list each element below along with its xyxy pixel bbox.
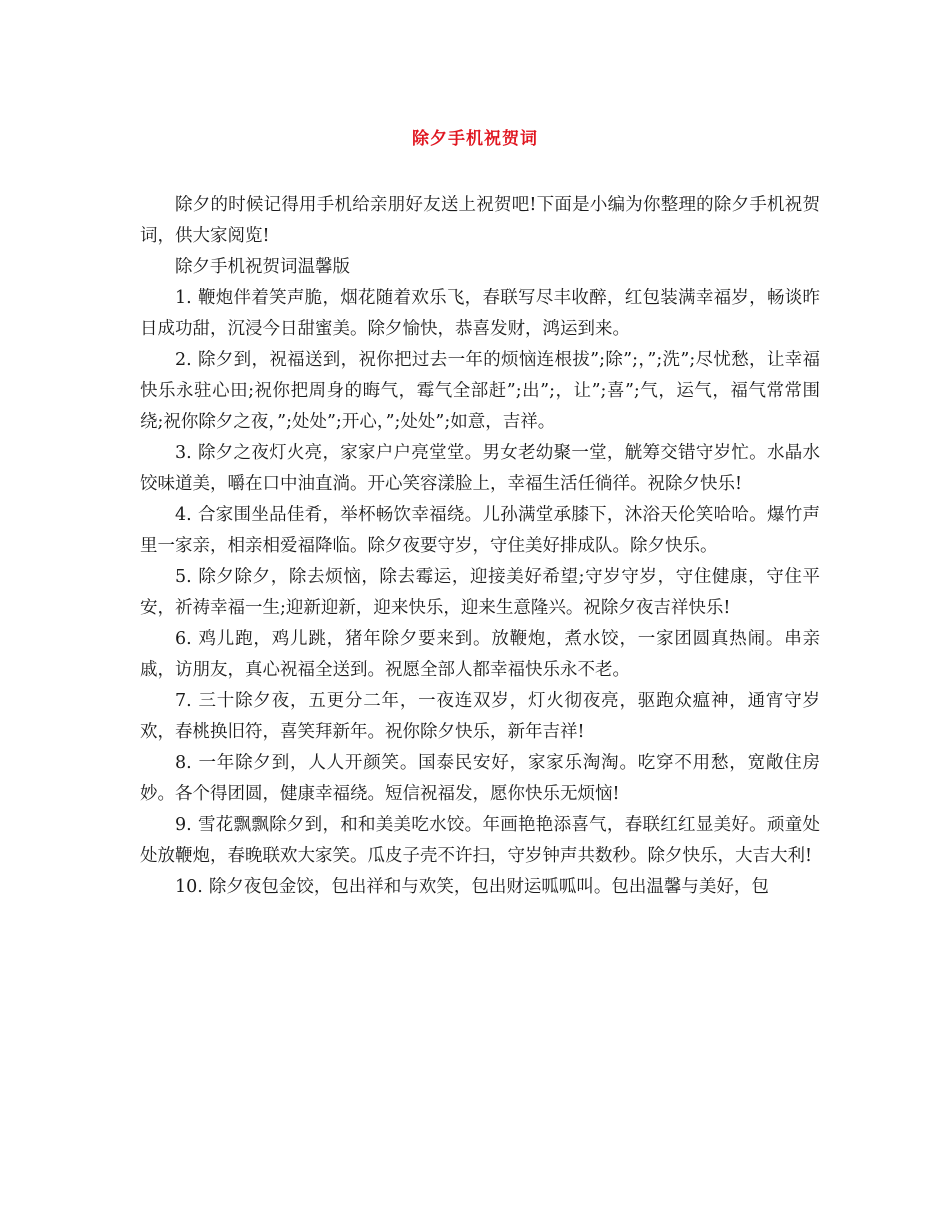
item-number: 6. [175,629,192,649]
list-item [140,500,820,562]
document-title: 除夕手机祝贺词 [412,129,538,149]
list-item [140,624,820,686]
item-number: 7. [175,691,192,711]
intro-paragraph: 除夕的时候记得用手机给亲朋好友送上祝贺吧!下面是小编为你整理的除夕手机祝贺词，供大家阅览! [140,195,820,246]
item-text: 除夕夜包金饺，包出祥和与欢笑，包出财运呱呱叫。包出温馨与美好，包 [208,877,769,897]
list-item [140,810,820,872]
list-item [140,872,820,903]
item-text: 鸡儿跑，鸡儿跳，猪年除夕要来到。放鞭炮，煮水饺，一家团圆真热闹。串亲戚，访朋友，真心祝福全送到。祝愿全部人都幸福快乐永不老。 [140,629,820,680]
item-text: 除夕之夜灯火亮，家家户户亮堂堂。男女老幼聚一堂，觥筹交错守岁忙。水晶水饺味道美，嚼在口中油直淌。开心笑容漾脸上，幸福生活任徜徉。祝除夕快乐! [140,443,820,494]
document-body [140,190,820,903]
item-number: 3. [175,443,192,463]
list-item [140,686,820,748]
item-text: 鞭炮伴着笑声脆，烟花随着欢乐飞，春联写尽丰收醉，红包装满幸福岁，畅谈昨日成功甜，沉浸今日甜蜜美。除夕愉快，恭喜发财，鸿运到来。 [140,288,820,339]
item-text: 除夕除夕，除去烦恼，除去霉运，迎接美好希望;守岁守岁，守住健康，守住平安，祈祷幸福一生;迎新迎新，迎来快乐，迎来生意隆兴。祝除夕夜吉祥快乐! [140,567,820,618]
list-item [140,562,820,624]
item-text: 一年除夕到，人人开颜笑。国泰民安好，家家乐淘淘。吃穿不用愁，宽敞住房妙。各个得团圆，健康幸福绕。短信祝福发，愿你快乐无烦恼! [140,753,820,804]
item-number: 10. [175,877,203,897]
item-number: 8. [175,753,192,773]
item-text: 雪花飘飘除夕到，和和美美吃水饺。年画艳艳添喜气，春联红红显美好。顽童处处放鞭炮，春晚联欢大家笑。瓜皮子壳不许扫，守岁钟声共数秒。除夕快乐，大吉大利! [140,815,820,866]
item-text: 除夕到，祝福送到，祝你把过去一年的烦恼连根拔”;除”;，”;洗”;尽忧愁，让幸福快乐永驻心田;祝你把周身的晦气，霉气全部赶”;出”;，让”;喜”;气，运气，福气常常围绕;祝你除夕之夜，”;处处”;开心，”;处处”;如意，吉祥。 [140,350,820,432]
list-item [140,345,820,438]
item-text: 合家围坐品佳肴，举杯畅饮幸福绕。儿孙满堂承膝下，沐浴天伦笑哈哈。爆竹声里一家亲，相亲相爱福降临。除夕夜要守岁，守住美好排成队。除夕快乐。 [140,505,820,556]
list-item [140,283,820,345]
list-item [140,748,820,810]
item-text: 三十除夕夜，五更分二年，一夜连双岁，灯火彻夜亮，驱跑众瘟神，通宵守岁欢，春桃换旧符，喜笑拜新年。祝你除夕快乐，新年吉祥! [140,691,820,742]
item-number: 4. [175,505,192,525]
item-number: 1. [175,288,192,308]
list-item [140,438,820,500]
item-number: 5. [175,567,192,587]
item-number: 9. [175,815,192,835]
item-number: 2. [175,350,192,370]
section-heading: 除夕手机祝贺词温馨版 [175,257,350,277]
